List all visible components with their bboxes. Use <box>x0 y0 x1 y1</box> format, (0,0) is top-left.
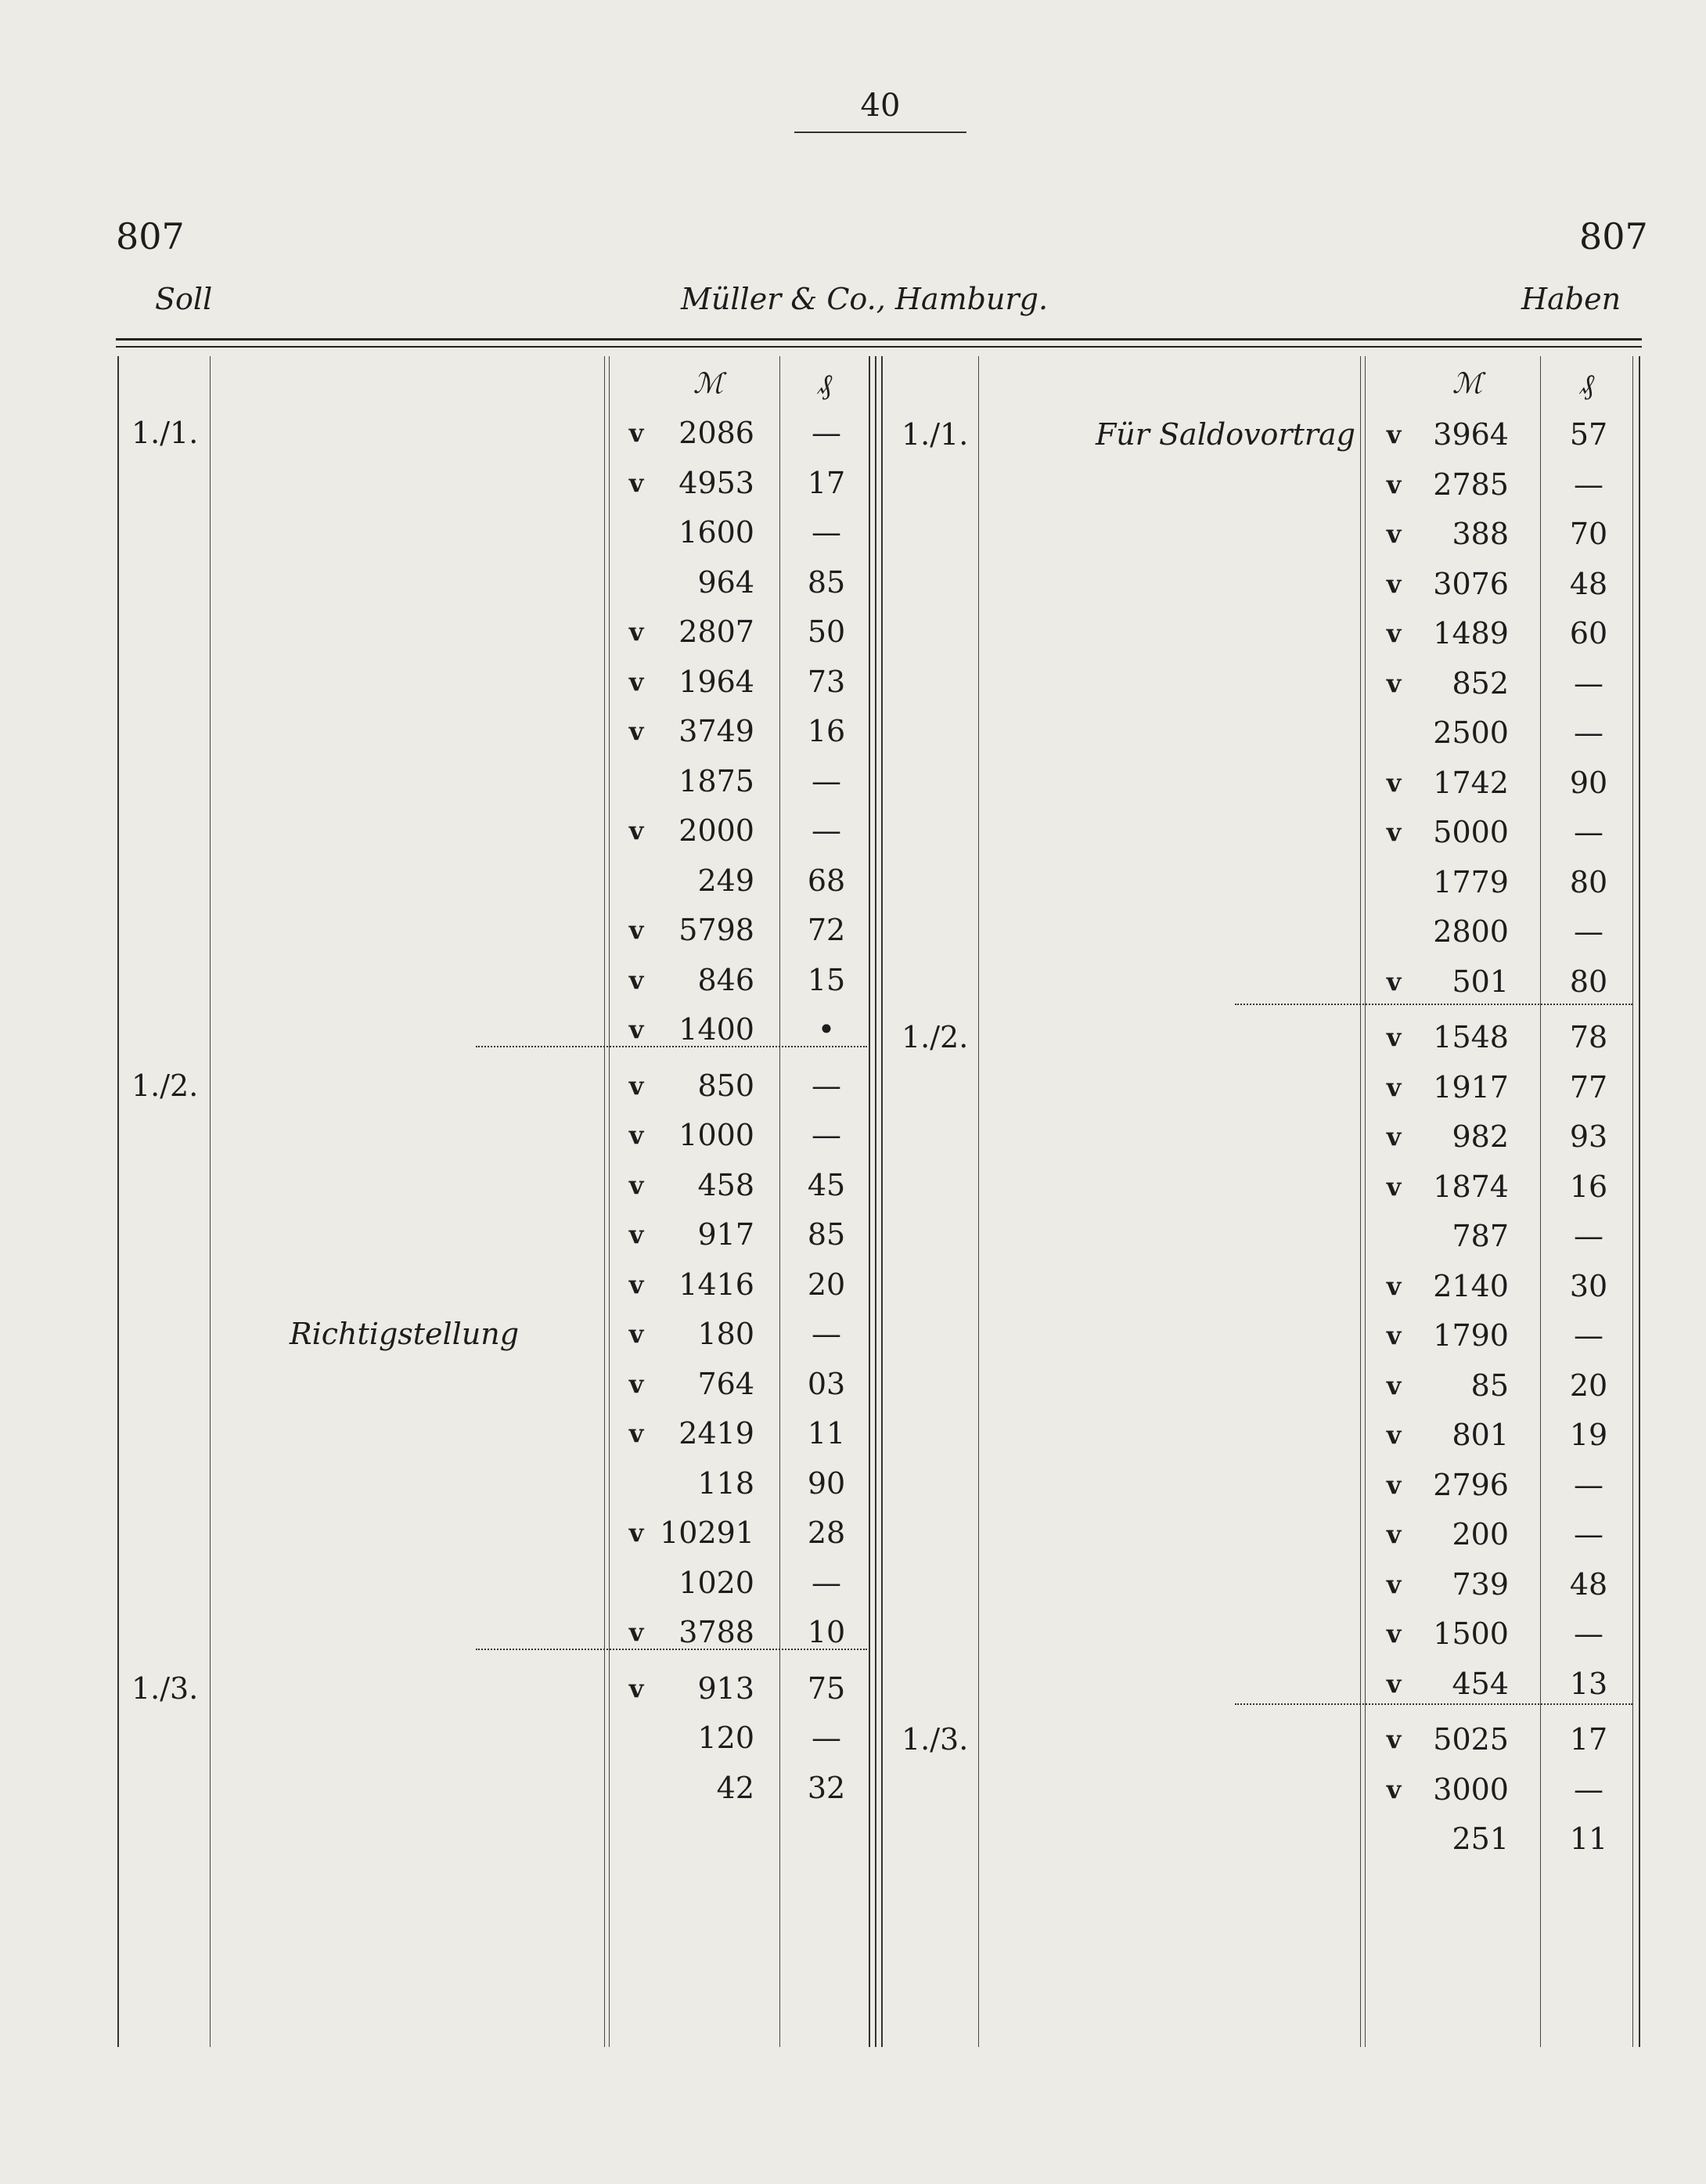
page-number: 40 <box>860 88 901 124</box>
credit-mark-amount: 2500 <box>1433 715 1509 750</box>
credit-entry-row <box>0 708 1706 759</box>
credit-pfennig-amount: 80 <box>1569 864 1608 899</box>
credit-pfennig-amount: — <box>1574 1318 1603 1353</box>
credit-label: Haben <box>1521 282 1621 316</box>
credit-entry-row <box>0 510 1706 560</box>
credit-pfennig-amount: 77 <box>1569 1069 1608 1105</box>
credit-check-mark: v <box>1386 1619 1402 1649</box>
credit-entry-row <box>0 808 1706 858</box>
credit-pfennig-amount: — <box>1574 1467 1603 1502</box>
debit-mark-amount: 964 <box>697 564 754 600</box>
credit-entry-row <box>0 1765 1706 1815</box>
credit-mark-amount: 1742 <box>1433 765 1509 800</box>
credit-mark-amount: 1874 <box>1433 1169 1509 1204</box>
credit-check-mark: v <box>1386 668 1402 698</box>
credit-check-mark: v <box>1386 1022 1402 1052</box>
credit-check-mark: v <box>1386 1370 1402 1400</box>
credit-date: 1./2. <box>902 1020 969 1054</box>
credit-pfennig-amount: 93 <box>1569 1119 1608 1154</box>
debit-mark-amount: 118 <box>697 1465 754 1501</box>
credit-mark-amount: 5000 <box>1433 815 1509 849</box>
debit-pfennig-amount: 73 <box>807 664 846 699</box>
credit-mark-amount: 1779 <box>1433 864 1509 899</box>
credit-mark-amount: 3076 <box>1433 566 1509 601</box>
credit-pfennig-amount: — <box>1574 467 1603 502</box>
credit-check-mark: v <box>1386 1122 1402 1151</box>
credit-entry-row <box>0 560 1706 610</box>
debit-pfennig-amount: 45 <box>807 1167 846 1202</box>
credit-entry-row <box>0 1311 1706 1361</box>
debit-pfennig-amount: — <box>812 1317 841 1351</box>
debit-mark-amount: 249 <box>697 863 754 898</box>
credit-entry-row <box>0 1660 1706 1710</box>
debit-pfennig-amount: 16 <box>807 714 846 748</box>
credit-check-mark: v <box>1386 1569 1402 1599</box>
credit-pfennig-amount: — <box>1574 1219 1603 1253</box>
credit-check-mark: v <box>1386 966 1402 996</box>
credit-check-mark: v <box>1386 519 1402 549</box>
credit-entry-row <box>0 460 1706 510</box>
debit-check-mark: v <box>628 418 644 448</box>
credit-pfennig-amount: 30 <box>1569 1268 1608 1303</box>
credit-pfennig-amount: — <box>1574 1616 1603 1651</box>
credit-entry-row <box>0 1112 1706 1162</box>
debit-pfennig-amount: 28 <box>807 1515 846 1550</box>
credit-mark-amount: 982 <box>1452 1119 1509 1154</box>
credit-mark-amount: 2800 <box>1433 914 1509 949</box>
credit-pfennig-amount: — <box>1574 715 1603 750</box>
debit-pfennig-amount: 72 <box>807 913 846 947</box>
debit-pfennig-amount: 10 <box>807 1615 846 1649</box>
credit-pfennig-amount: 57 <box>1569 417 1608 452</box>
debit-mark-amount: 4953 <box>678 465 754 500</box>
credit-entry-row <box>0 1510 1706 1560</box>
debit-label: Soll <box>155 282 213 316</box>
debit-check-mark: v <box>628 1368 644 1399</box>
credit-entry-row <box>0 1361 1706 1411</box>
credit-pf-header: ₰ <box>1580 369 1594 401</box>
debit-pfennig-amount: 90 <box>807 1465 846 1501</box>
credit-mark-amount: 1790 <box>1433 1318 1509 1353</box>
credit-check-mark: v <box>1386 1774 1402 1804</box>
credit-check-mark: v <box>1386 817 1402 847</box>
account-number-left: 807 <box>116 215 185 258</box>
credit-pfennig-amount: — <box>1574 665 1603 701</box>
credit-check-mark: v <box>1386 1469 1402 1500</box>
credit-entry-row <box>0 1411 1706 1461</box>
debit-mark-amount: 3788 <box>678 1615 754 1649</box>
credit-entry-row <box>0 1063 1706 1113</box>
credit-pfennig-amount: 90 <box>1569 765 1608 800</box>
debit-mark-amount: 458 <box>697 1167 754 1202</box>
debit-mark-amount: 2807 <box>678 614 754 649</box>
debit-check-mark: v <box>628 666 644 697</box>
credit-mark-header: ℳ <box>1452 368 1483 400</box>
credit-entry-row <box>0 957 1706 1007</box>
credit-check-mark: v <box>1386 1724 1402 1754</box>
top-rule-2 <box>116 346 1642 348</box>
credit-entry-row <box>0 858 1706 908</box>
credit-mark-amount: 801 <box>1452 1418 1509 1452</box>
debit-mark-amount: 1964 <box>678 664 754 699</box>
debit-check-mark: v <box>628 716 644 746</box>
debit-pfennig-amount: — <box>812 1565 841 1600</box>
debit-pfennig-amount: 85 <box>807 1217 846 1252</box>
credit-entry-row <box>0 759 1706 809</box>
credit-date: 1./1. <box>902 417 969 452</box>
debit-check-mark: v <box>628 915 644 945</box>
credit-mark-amount: 388 <box>1452 517 1509 551</box>
debit-pfennig-amount: 50 <box>807 614 846 649</box>
credit-mark-amount: 251 <box>1452 1822 1509 1856</box>
debit-mark-amount: 1020 <box>678 1565 754 1600</box>
credit-mark-amount: 2140 <box>1433 1268 1509 1303</box>
credit-mark-amount: 85 <box>1470 1368 1509 1403</box>
credit-check-mark: v <box>1386 767 1402 798</box>
credit-pfennig-amount: — <box>1574 914 1603 949</box>
debit-pfennig-amount: 03 <box>807 1366 846 1401</box>
debit-check-mark: v <box>628 816 644 845</box>
credit-check-mark: v <box>1386 1321 1402 1350</box>
debit-check-mark: v <box>628 1319 644 1349</box>
debit-date: 1./2. <box>131 1068 199 1103</box>
credit-mark-amount: 852 <box>1452 665 1509 701</box>
credit-pfennig-amount: — <box>1574 815 1603 849</box>
credit-mark-amount: 5025 <box>1433 1722 1509 1757</box>
debit-check-mark: v <box>628 1673 644 1703</box>
debit-mark-amount: 2086 <box>678 416 754 450</box>
credit-check-mark: v <box>1386 618 1402 648</box>
credit-mark-amount: 454 <box>1452 1666 1509 1701</box>
debit-mark-amount: 2000 <box>678 813 754 848</box>
debit-pfennig-amount: • <box>817 1012 836 1047</box>
debit-pfennig-amount: — <box>812 515 841 550</box>
credit-entry-row <box>0 1461 1706 1511</box>
credit-pfennig-amount: 17 <box>1569 1722 1608 1757</box>
credit-entry-row <box>0 1609 1706 1660</box>
debit-description: Richtigstellung <box>290 1317 520 1351</box>
debit-pfennig-amount: 32 <box>807 1770 846 1805</box>
credit-mark-amount: 3964 <box>1433 417 1509 452</box>
credit-check-mark: v <box>1386 1270 1402 1301</box>
debit-pfennig-amount: — <box>812 1721 841 1755</box>
credit-mark-amount: 2796 <box>1433 1467 1509 1502</box>
debit-mark-amount: 913 <box>697 1670 754 1706</box>
debit-date: 1./1. <box>131 416 199 450</box>
credit-pfennig-amount: — <box>1574 1517 1603 1552</box>
credit-mark-amount: 739 <box>1452 1566 1509 1602</box>
credit-mark-amount: 1489 <box>1433 616 1509 651</box>
top-rule-1 <box>116 338 1642 341</box>
debit-check-mark: v <box>628 1617 644 1647</box>
credit-check-mark: v <box>1386 1519 1402 1549</box>
debit-check-mark: v <box>628 1169 644 1200</box>
credit-entry-row <box>0 1013 1706 1063</box>
credit-pfennig-amount: 13 <box>1569 1666 1608 1701</box>
credit-entry-row <box>0 1815 1706 1865</box>
debit-mark-amount: 10291 <box>660 1515 754 1550</box>
debit-mark-header: ℳ <box>693 368 724 400</box>
credit-check-mark: v <box>1386 1420 1402 1450</box>
debit-pfennig-amount: — <box>812 813 841 848</box>
credit-entry-row <box>0 1262 1706 1312</box>
debit-pfennig-amount: 17 <box>807 465 846 500</box>
page-number-rule <box>794 132 966 133</box>
debit-mark-amount: 850 <box>697 1068 754 1103</box>
debit-date: 1./3. <box>131 1670 199 1706</box>
debit-mark-amount: 1600 <box>678 515 754 550</box>
debit-mark-amount: 180 <box>697 1317 754 1351</box>
credit-entry-row <box>0 1560 1706 1610</box>
debit-mark-amount: 846 <box>697 962 754 997</box>
debit-mark-amount: 3749 <box>678 714 754 748</box>
credit-mark-amount: 1500 <box>1433 1616 1509 1651</box>
credit-pfennig-amount: 70 <box>1569 517 1608 551</box>
debit-mark-amount: 5798 <box>678 913 754 947</box>
credit-pfennig-amount: 48 <box>1569 1566 1608 1602</box>
debit-pfennig-amount: 68 <box>807 863 846 898</box>
debit-mark-amount: 1000 <box>678 1118 754 1152</box>
credit-description: Für Saldovortrag <box>1095 417 1355 452</box>
credit-check-mark: v <box>1386 420 1402 449</box>
debit-check-mark: v <box>628 1120 644 1150</box>
debit-check-mark: v <box>628 1269 644 1299</box>
debit-mark-amount: 42 <box>716 1770 754 1805</box>
credit-pfennig-amount: 11 <box>1569 1822 1608 1856</box>
debit-pfennig-amount: 75 <box>807 1670 846 1706</box>
debit-check-mark: v <box>628 1518 644 1548</box>
debit-pfennig-amount: 11 <box>807 1416 846 1451</box>
credit-mark-amount: 200 <box>1452 1517 1509 1552</box>
debit-check-mark: v <box>628 964 644 995</box>
debit-pf-header: ₰ <box>818 369 832 401</box>
debit-mark-amount: 120 <box>697 1721 754 1755</box>
debit-check-mark: v <box>628 1070 644 1101</box>
debit-pfennig-amount: — <box>812 1068 841 1103</box>
credit-mark-amount: 1548 <box>1433 1020 1509 1054</box>
credit-check-mark: v <box>1386 568 1402 599</box>
debit-mark-amount: 764 <box>697 1366 754 1401</box>
debit-pfennig-amount: — <box>812 763 841 798</box>
credit-check-mark: v <box>1386 1171 1402 1202</box>
account-name: Müller & Co., Hamburg. <box>681 282 1049 316</box>
credit-pfennig-amount: 80 <box>1569 964 1608 999</box>
debit-check-mark: v <box>628 1015 644 1044</box>
credit-check-mark: v <box>1386 469 1402 499</box>
debit-check-mark: v <box>628 617 644 647</box>
credit-pfennig-amount: — <box>1574 1771 1603 1807</box>
credit-entry-row <box>0 609 1706 659</box>
debit-pfennig-amount: — <box>812 1118 841 1152</box>
credit-pfennig-amount: 16 <box>1569 1169 1608 1204</box>
credit-entry-row <box>0 1212 1706 1262</box>
credit-mark-amount: 501 <box>1452 964 1509 999</box>
debit-mark-amount: 2419 <box>678 1416 754 1451</box>
credit-entry-row <box>0 1715 1706 1765</box>
debit-pfennig-amount: 85 <box>807 564 846 600</box>
credit-check-mark: v <box>1386 1668 1402 1699</box>
credit-pfennig-amount: 20 <box>1569 1368 1608 1403</box>
debit-pfennig-amount: 15 <box>807 962 846 997</box>
credit-entry-row <box>0 659 1706 709</box>
debit-check-mark: v <box>628 1220 644 1249</box>
credit-entry-row <box>0 1162 1706 1213</box>
credit-entry-row <box>0 410 1706 460</box>
debit-pfennig-amount: 20 <box>807 1267 846 1302</box>
credit-entry-row <box>0 907 1706 957</box>
credit-date: 1./3. <box>902 1722 969 1757</box>
credit-mark-amount: 3000 <box>1433 1771 1509 1807</box>
debit-mark-amount: 1875 <box>678 763 754 798</box>
credit-check-mark: v <box>1386 1072 1402 1102</box>
credit-mark-amount: 787 <box>1452 1219 1509 1253</box>
debit-check-mark: v <box>628 1418 644 1448</box>
credit-pfennig-amount: 48 <box>1569 566 1608 601</box>
account-number-right: 807 <box>1579 215 1648 258</box>
debit-check-mark: v <box>628 467 644 498</box>
credit-mark-amount: 1917 <box>1433 1069 1509 1105</box>
debit-pfennig-amount: — <box>812 416 841 450</box>
debit-mark-amount: 1416 <box>678 1267 754 1302</box>
credit-pfennig-amount: 78 <box>1569 1020 1608 1054</box>
debit-mark-amount: 1400 <box>678 1012 754 1047</box>
debit-mark-amount: 917 <box>697 1217 754 1252</box>
credit-pfennig-amount: 60 <box>1569 616 1608 651</box>
credit-mark-amount: 2785 <box>1433 467 1509 502</box>
credit-pfennig-amount: 19 <box>1569 1418 1608 1452</box>
